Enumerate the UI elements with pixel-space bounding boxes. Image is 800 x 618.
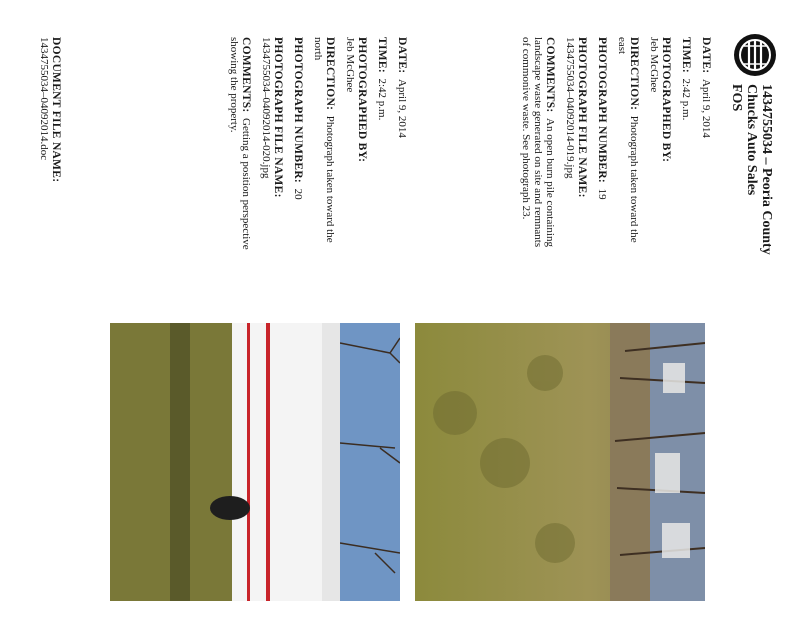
document-file-name	[38, 37, 62, 297]
comments-label: COMMENTS:	[544, 37, 556, 113]
direction-label: DIRECTION:	[324, 37, 336, 111]
photographer-value: Jeb McGhee	[648, 37, 660, 93]
time-value: 2:42 p.m.	[680, 78, 692, 121]
comments-value: Getting a position perspective showing the property.	[228, 37, 252, 250]
header-line-2: Chucks Auto Sales	[744, 84, 759, 196]
photo-file-value: 1434755034–04092014-019.jpg	[564, 37, 576, 179]
document-file-value: 1434755034–04092014.doc	[38, 37, 50, 161]
date-label: DATE:	[396, 37, 408, 74]
direction-label: DIRECTION:	[628, 37, 640, 111]
date-value: April 9, 2014	[396, 78, 408, 138]
photo-number-value: 20	[292, 188, 304, 200]
time-value: 2:42 p.m.	[376, 78, 388, 121]
photograph-20	[110, 323, 400, 601]
document-file-label: DOCUMENT FILE NAME:	[50, 37, 62, 183]
time-label: TIME:	[376, 37, 388, 73]
photo-file-label: PHOTOGRAPH FILE NAME:	[272, 37, 284, 198]
photo-file-value: 1434755034–04092014-020.jpg	[260, 37, 272, 179]
photo-number-value: 19	[596, 188, 608, 200]
time-label: TIME:	[680, 37, 692, 73]
photograph-19	[415, 323, 705, 601]
comments-value: An open burn pile containing landscape waste generated on site and remnants of commonive waste. See photograph 23.	[520, 37, 556, 248]
date-value: April 9, 2014	[700, 78, 712, 138]
direction-value: Photograph taken toward the north	[312, 37, 336, 243]
header-line-1: 1434755034 – Peoria County	[759, 84, 774, 255]
photographer-value: Jeb McGhee	[344, 37, 356, 93]
photo-number-label: PHOTOGRAPH NUMBER:	[596, 37, 608, 184]
agency-logo-icon	[732, 32, 778, 78]
header-line-3: FOS	[729, 84, 744, 112]
photo-19-info	[512, 37, 712, 252]
photo-file-label: PHOTOGRAPH FILE NAME:	[576, 37, 588, 198]
photographed-by-label: PHOTOGRAPHED BY:	[356, 37, 368, 163]
direction-value: Photograph taken toward the east	[616, 37, 640, 243]
photo-number-label: PHOTOGRAPH NUMBER:	[292, 37, 304, 184]
photographed-by-label: PHOTOGRAPHED BY:	[660, 37, 672, 163]
comments-label: COMMENTS:	[240, 37, 252, 113]
document-header	[729, 84, 774, 604]
date-label: DATE:	[700, 37, 712, 74]
photo-20-info	[220, 37, 408, 252]
